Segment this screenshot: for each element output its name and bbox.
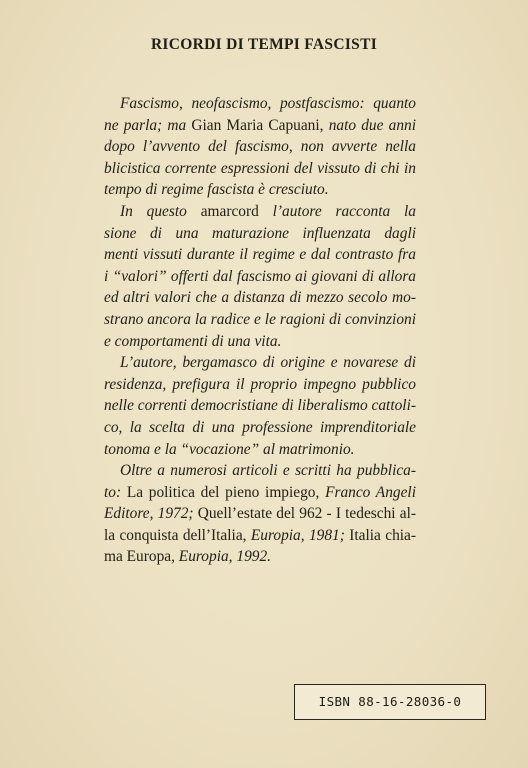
text-segment: blicistica corrente espressioni del vissuto di chi in — [104, 159, 416, 177]
text-segment: e comportamenti di una vita. — [104, 332, 282, 350]
text-line — [104, 482, 416, 504]
text-segment: Fascismo, neofascismo, postfascismo: quanto — [120, 95, 416, 112]
text-line — [104, 460, 416, 482]
text-segment: ed altri valori che a distanza di mezzo secolo mo- — [104, 289, 416, 307]
text-line — [104, 503, 416, 525]
text-segment: L’autore, bergamasco di origine e novarese di — [120, 354, 416, 372]
text-segment: dopo l’avvento del fascismo, non avverte nella — [104, 138, 416, 156]
text-segment: In questo — [120, 202, 201, 220]
text-line — [104, 546, 416, 568]
text-line — [104, 158, 416, 180]
text-segment: tonoma e la “vocazione” al matrimonio. — [104, 440, 355, 458]
text-line — [104, 352, 416, 374]
text-line — [104, 417, 416, 439]
text-segment: Editore, 1972; — [104, 505, 198, 523]
text-segment: nelle correnti democristiane di liberalismo cattoli- — [104, 397, 416, 415]
text-segment: Gian Maria Capuani, — [191, 116, 329, 134]
text-line — [104, 223, 416, 245]
text-line — [104, 374, 416, 396]
text-segment: la conquista dell’Italia, — [104, 526, 251, 544]
isbn-number: ISBN 88-16-28036-0 — [318, 694, 462, 709]
text-segment: amarcord — [200, 202, 273, 220]
text-segment: Europia, 1981; — [250, 526, 350, 544]
text-line — [104, 179, 416, 201]
text-segment: to: — [104, 483, 127, 501]
text-segment: ne parla; ma — [104, 116, 192, 134]
isbn-box — [294, 684, 486, 720]
text-segment: sione di una maturazione influenzata dagli — [104, 224, 416, 242]
text-segment: Quell’estate del 962 - I tedeschi al- — [197, 505, 416, 523]
text-line — [104, 395, 416, 417]
text-segment: residenza, prefigura il proprio impegno pubblico — [104, 375, 416, 393]
text-segment: Europia, 1992. — [178, 548, 271, 566]
text-segment: Oltre a numerosi articoli e scritti ha pubblica- — [120, 462, 416, 480]
text-line — [104, 266, 416, 288]
text-line — [104, 244, 416, 266]
text-line — [104, 309, 416, 331]
text-segment: strano ancora la radice e le ragioni di convinzioni — [104, 310, 416, 328]
text-segment: nato due anni — [328, 116, 416, 134]
text-segment: La politica del pieno impiego, — [126, 483, 326, 501]
text-segment: Franco Angeli — [325, 483, 416, 501]
text-segment: Italia chia- — [349, 526, 416, 544]
text-line — [104, 439, 416, 461]
text-segment: i “valori” offerti dal fascismo ai giovani di allora — [104, 267, 416, 285]
text-line — [104, 525, 416, 547]
text-line — [104, 331, 416, 353]
blurb-text — [104, 93, 416, 568]
text-line — [104, 287, 416, 309]
text-segment: menti vissuti durante il regime e dal contrasto fra — [104, 246, 416, 264]
page-title: RICORDI DI TEMPI FASCISTI — [150, 36, 378, 53]
text-line — [104, 115, 416, 137]
text-line — [104, 93, 416, 115]
text-segment: tempo di regime fascista è cresciuto. — [104, 181, 329, 199]
text-segment: co, la scelta di una professione imprenditoriale — [104, 418, 416, 436]
text-segment: ma Europa, — [104, 548, 179, 566]
text-segment: l’autore racconta la — [272, 202, 416, 220]
text-line — [104, 201, 416, 223]
text-line — [104, 136, 416, 158]
